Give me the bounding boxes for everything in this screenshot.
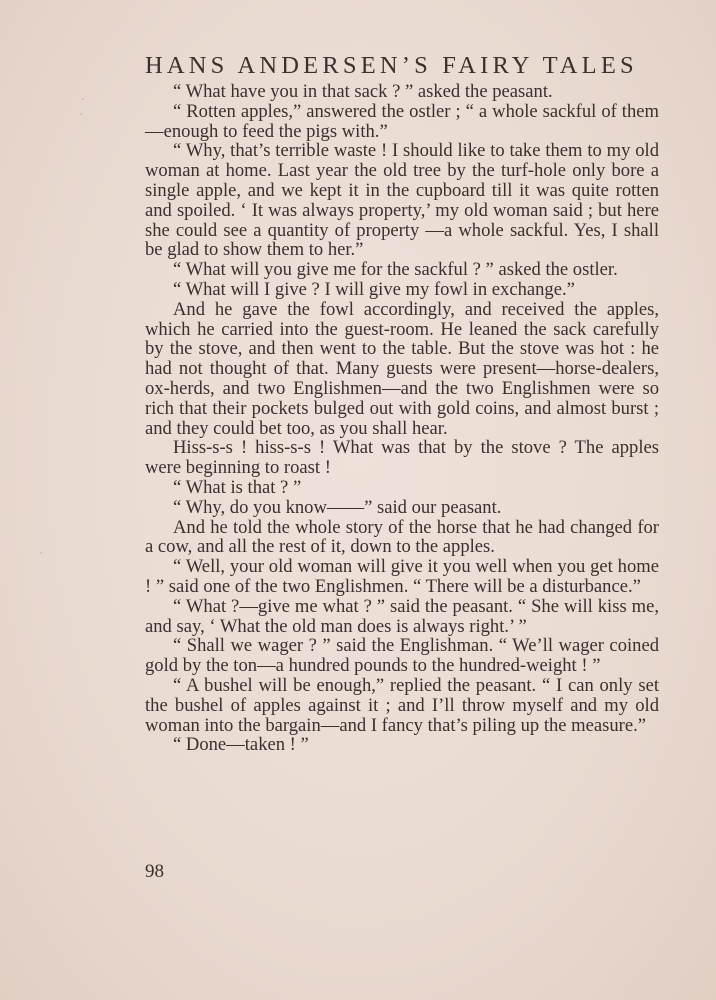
paragraph: Hiss-s-s ! hiss-s-s ! What was that by the stove ? The apples were beginning to roast ! — [145, 437, 659, 479]
paragraph: “ A bushel will be enough,” replied the peasant. “ I can only set the bushel of apples against it ; and I’ll throw myself and my old woman into the bargain—and I fancy that’s piling up the measure.” — [145, 674, 659, 736]
body-text — [145, 82, 659, 755]
paragraph: “ Why, that’s terrible waste ! I should like to take them to my old woman at home. Last year the old tree by the turf-hole only bore a single apple, and we kept it in the cupboard till it was quite rotten and spoiled. ‘ It was always property,’ my old woman said ; but here she could see a quantity of property —a whole sackful. Yes, I shall be glad to show them to her.” — [145, 140, 659, 261]
paragraph: “ Rotten apples,” answered the ostler ; “ a whole sackful of them—enough to feed the pigs with.” — [145, 100, 659, 142]
paragraph: “ Shall we wager ? ” said the Englishman. “ We’ll wager coined gold by the ton—a hundred pounds to the hundred-weight ! ” — [145, 635, 659, 677]
paragraph: And he gave the fowl accordingly, and received the apples, which he carried into the guest-room. He leaned the sack carefully by the stove, and then went to the table. But the stove was hot : he had not thought of that. Many guests were present—horse-dealers, ox-herds, and two Englishmen—and the two Englishmen were so rich that their pockets bulged out with gold coins, and almost burst ; and they could bet too, as you shall hear. — [145, 298, 659, 439]
page-number: 98 — [145, 861, 164, 882]
margin-speck — [82, 98, 84, 100]
paragraph: “ What ?—give me what ? ” said the peasant. “ She will kiss me, and say, ‘ What the old man does is always right.’ ” — [145, 595, 659, 637]
paragraph: “ What will you give me for the sackful ? ” asked the ostler. — [173, 259, 618, 281]
paragraph: “ Why, do you know——” said our peasant. — [173, 496, 502, 518]
paragraph: “ Done—taken ! ” — [173, 734, 309, 756]
margin-speck — [80, 113, 82, 115]
paragraph: “ What will I give ? I will give my fowl in exchange.” — [173, 278, 575, 300]
paragraph: “ What have you in that sack ? ” asked the peasant. — [173, 81, 553, 102]
paragraph: “ What is that ? ” — [173, 476, 302, 498]
running-head: HANS ANDERSEN’S FAIRY TALES — [145, 52, 638, 79]
paragraph: “ Well, your old woman will give it you well when you get home ! ” said one of the two Englishmen. “ There will be a disturbance.” — [145, 556, 659, 597]
margin-speck — [40, 552, 42, 554]
paragraph: And he told the whole story of the horse that he had changed for a cow, and all the rest of it, down to the apples. — [145, 516, 659, 558]
